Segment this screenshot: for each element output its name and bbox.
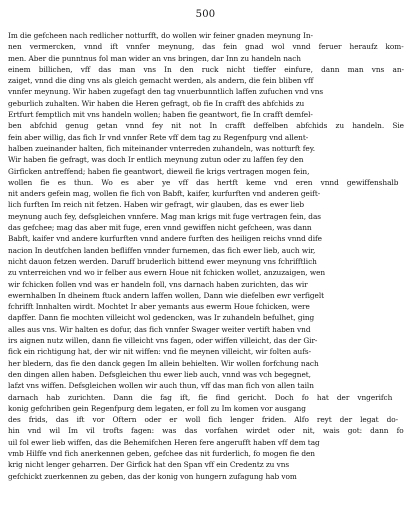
text-line: dapffer. Dann fie mochten villeicht wol gedencken, was Ir zuhandeln befulhet, ging [8,313,315,323]
text-line: den dingen allen haben. Defsgleichen thu ewer lieb auch, vnnd was vch begegnet, [8,369,311,379]
text-line: halben zueinander halten, fich miteinander vnterreden zuhandeln, was notturft fey. [8,143,316,153]
text-line: Wir haben fie gefragt, was doch Ir entlich meynung zutun oder zu laffen fey den [8,155,304,165]
text-line: Im die gefcheen nach redlicher notturfft, do wollen wir feiner gnaden meynung In- [8,31,313,40]
text-line: konig gefchriben gein Regenfpurg dem legaten, er foll zu Im komen vor ausgang [8,403,306,413]
text-line: nacion In deutfchen landen befliffen vnnder furnemen, das fich ewer lieb, auch wir, [8,245,316,255]
text-line: Girficken antreffend; haben fie geantwort, dieweil fie krigs vertragen mogen fein, [8,166,310,176]
text-line: zu vnterreichen vnd wo ir felber aus ewern Houe nit fchicken wollet, anzuzaigen, wen [8,268,326,278]
text-line: Ertfurt femptlich mit vns handeln wollen; haben fie geantwort, fie In crafft demfel- [8,110,313,120]
text-line: nit anders gefein mag, wollen fie fich von Babft, kaifer, kurfurften vnd anderen geift- [8,189,321,199]
text-line: Babft, kaifer vnd andere kurfurften vnnd andere furften des heiligen reichs vnnd dife [8,234,322,244]
text-line: her bledern, das fie den danck gegen Im allein behielten. Wir wollen forfchung nach [8,358,319,368]
text-line: nicht dauon fetzen werden. Daruff bruderlich bittend ewer meynung vns fchrifftlich [8,256,317,266]
text-line: zaiget, vnnd die ding vns als gleich gemacht werden, als andern, die fein bliben vff [8,76,314,86]
text-line: irs aignen nutz willen, dann fie villeicht vns fagen, oder wiffen villeicht, das der Gir- [8,336,318,346]
text-line: uil fol ewer lieb wiffen, das die Behemifchen Heren fere angerufft haben vff dem tag [8,437,320,447]
text-line: fick ein richtigung hat, der wir nit wiffen: vnd fie meynen villeicht, wir folten aufs- [8,347,312,357]
text-line: wir fchicken follen vnd was er handeln foll, vns darnach haben zurichten, das wir [8,279,308,289]
text-line: geburlich zuhalten. Wir haben die Heren gefragt, ob fie In crafft des abfchids zu [8,98,305,108]
text-line: vmb Hilffe vnd fich anerkennen geben, gefchee das nit furderlich, fo mogen fie den [8,448,315,458]
text-line: darnach hab zurichten. Dann die fag ift, fie find gericht. Doch fo hat der vngerifch [8,392,393,402]
text-line: wollen fie es thun. Wo es aber ye vff das hertft keme vnd eren vnnd gewiffenshalb [8,177,399,187]
text-line: vnnfer meynung. Wir haben zugefagt den tag vnuerbunntlich laffen zufuchen vnd vns [8,87,324,97]
text-line: ewernhalben In dheinem ftuck andern laffen wollen, Dann wie diefelben ewr verfigelt [8,290,325,300]
body-text [8,30,404,482]
text-line: lich furften Im reich nit fetzen. Haben wir gefragt, wir glauben, das es ewer lieb [8,200,305,210]
text-line: fein aber willig, das fich Ir vnd vnnfer Rete vff dem tag zu Regenfpurg vnd allent- [8,132,309,142]
text-line: das gefchee; mag das aber mit fuge, eren vnnd gewiffen nicht gefcheen, was dann [8,223,312,233]
text-line: men. Aber die punntnus fol man wider an vns bringen, dar Inn zu handeln nach [8,53,301,63]
text-line: einem billichen, vff das man vns In den ruck nicht tieffer einfure, dann man vns an- [8,64,404,74]
text-line: lafzt vns wiffen. Defsgleichen wollen wir auch thun, vff das man fich von allen tailn [8,381,314,391]
text-line: krig nicht lenger geharren. Der Girfick hat den Span vff ein Credentz zu vns [8,460,290,470]
text-line: fchrifft Innhalten wirdt. Mochtet Ir aber yemants aus ewerm Houe fchicken, were [8,302,310,312]
text-line: nen vermercken, vnnd ift vnnfer meynung, das fein gnad wol vnnd feruer heraufz kom- [8,42,404,52]
text-line: hin vnd wil Im vil trofts fagen: was das vorfahen wirdet oder nit, wais got: dann fo [8,426,404,436]
text-line: des frids, das ift vor Oftern oder er woll fich lenger friden. Alfo reyt der legat do- [8,415,399,425]
text-line: gefchickt zuerkennen zu geben, das der konig von hungern zufagung hab vom [8,471,297,481]
page-number: 500 [195,9,216,20]
text-line: ben abfchid genug getan vnnd fey nit not In crafft deffelben abfchids zu handeln. Sie [8,121,404,131]
text-line: alles aus vns. Wir halten es dofur, das fich vnnfer Swager weiter vertift haben vnd [8,324,311,334]
text-line: meynung auch fey, defsgleichen vnnfere. Mag man krigs mit fuge vertragen fein, das [8,211,321,221]
